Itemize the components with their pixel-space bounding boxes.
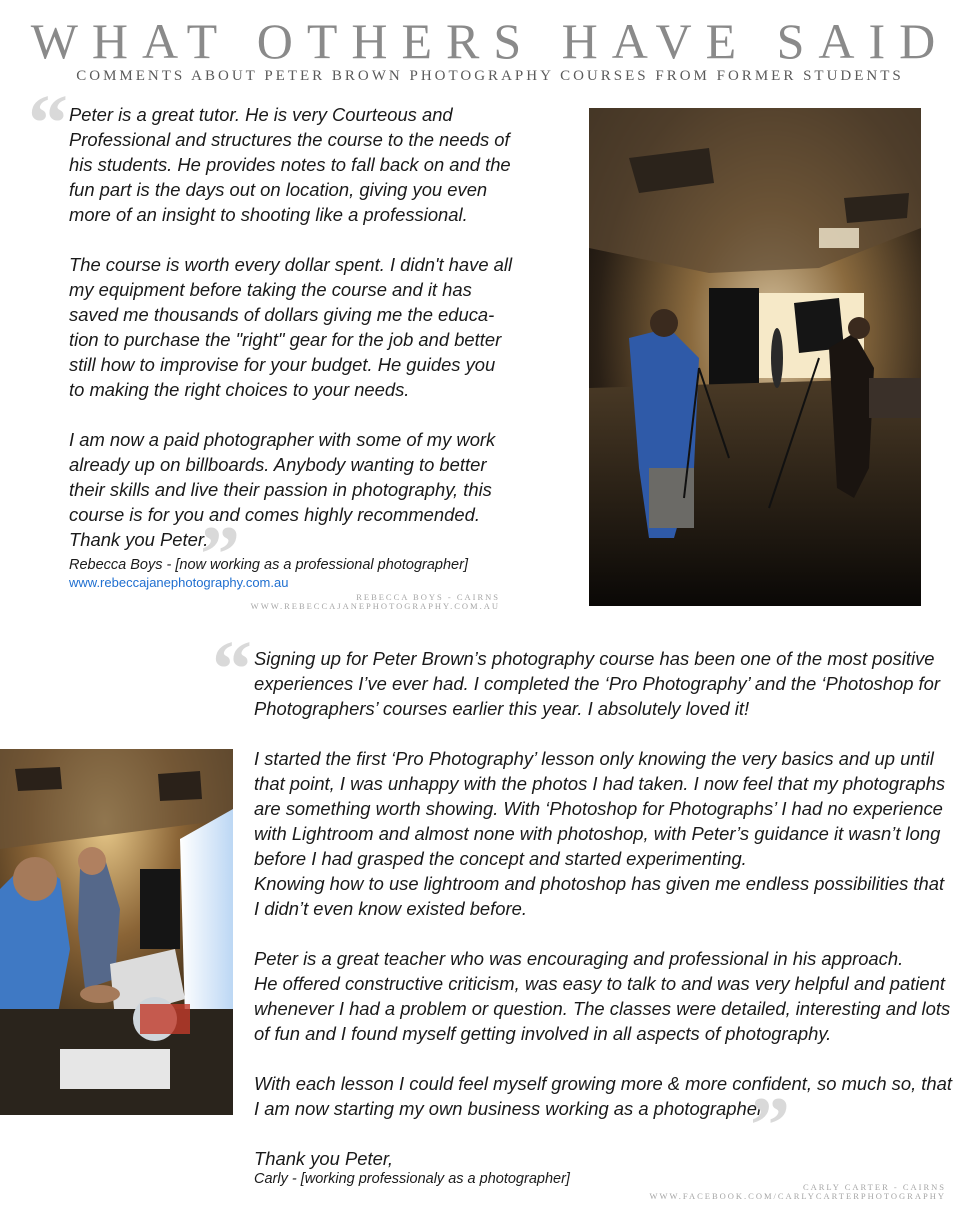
lesson-photo-image	[0, 749, 233, 1115]
testimonial-1-text	[69, 102, 514, 552]
testimonial-2-signature: Carly - [working professionaly as a photographer]	[254, 1171, 570, 1187]
studio-photo-image	[589, 108, 921, 606]
testimonial-paragraph: Peter is a great tutor. He is very Courteous and Professional and structures the course to the needs of his students. He provides notes to fall back on and the fun part is the days out on location, giving you even more of an insight to shooting like a professional.	[69, 104, 511, 225]
testimonial-paragraph: With each lesson I could feel myself growing more & more confident, so much so, that I am now starting my own business working as a photographer.	[254, 1073, 952, 1119]
rebecca-website-link[interactable]: www.rebeccajanephotography.com.au	[69, 575, 289, 590]
testimonial-1-credit-name: REBECCA BOYS - CAIRNS	[356, 592, 500, 602]
testimonial-paragraph: The course is worth every dollar spent. I didn't have all my equipment before taking the course and it has saved me thousands of dollars giving me the educa-tion to purchase the "right" gear for the job and better still how to improvise for your budget. He guides you to making the right choices to your needs.	[69, 254, 513, 400]
testimonial-paragraph: I am now a paid photographer with some of my work already up on billboards. Anybody wanting to better their skills and live their passion in photography, this course is for you and comes highly recommended. Thank you Peter.	[69, 429, 496, 550]
testimonial-paragraph: Knowing how to use lightroom and photoshop has given me endless possibilities that I didn’t even know existed before.	[254, 873, 945, 919]
testimonial-paragraph: Signing up for Peter Brown’s photography course has been one of the most positive experiences I’ve ever had. I completed the ‘Pro Photography’ and the ‘Photoshop for Photographers’ courses earlier this year. I absolutely loved it!	[254, 648, 940, 719]
open-quote-mark: “	[212, 626, 252, 714]
testimonial-paragraph: He offered constructive criticism, was easy to talk to and was very helpful and patient whenever I had a problem or question. The classes were detailed, interesting and lots of fun and I found myself getting involved in all aspects of photography.	[254, 973, 951, 1044]
close-quote-mark: ”	[200, 511, 240, 599]
lesson-photo	[0, 749, 233, 1115]
testimonial-2-text	[254, 646, 954, 1171]
page-title: WHAT OTHERS HAVE SAID	[30, 13, 950, 69]
testimonial-paragraph: Peter is a great teacher who was encouraging and professional in his approach.	[254, 948, 904, 969]
testimonial-2-credit-site: WWW.FACEBOOK.COM/CARLYCARTERPHOTOGRAPHY	[649, 1191, 946, 1201]
testimonial-2-credit-name: CARLY CARTER - CAIRNS	[802, 1182, 946, 1192]
testimonial-1-signature: Rebecca Boys - [now working as a professional photographer]	[69, 557, 468, 573]
testimonial-1-credit-site: WWW.REBECCAJANEPHOTOGRAPHY.COM.AU	[250, 601, 500, 611]
testimonial-paragraph: Thank you Peter,	[254, 1148, 394, 1169]
testimonial-paragraph: I started the first ‘Pro Photography’ lesson only knowing the very basics and up until that point, I was unhappy with the photos I had taken. I now feel that my photographs are something worth showing. With ‘Photoshop for Photographs’ I had no experience with Lightroom and almost none with photoshop, with Peter’s guidance it wasn’t long before I had grasped the concept and started experimenting.	[254, 748, 946, 869]
page-subtitle: COMMENTS ABOUT PETER BROWN PHOTOGRAPHY COURSES FROM FORMER STUDENTS	[76, 68, 904, 84]
close-quote-mark: ”	[750, 1082, 790, 1170]
open-quote-mark: “	[28, 80, 68, 168]
studio-photo	[589, 108, 921, 606]
